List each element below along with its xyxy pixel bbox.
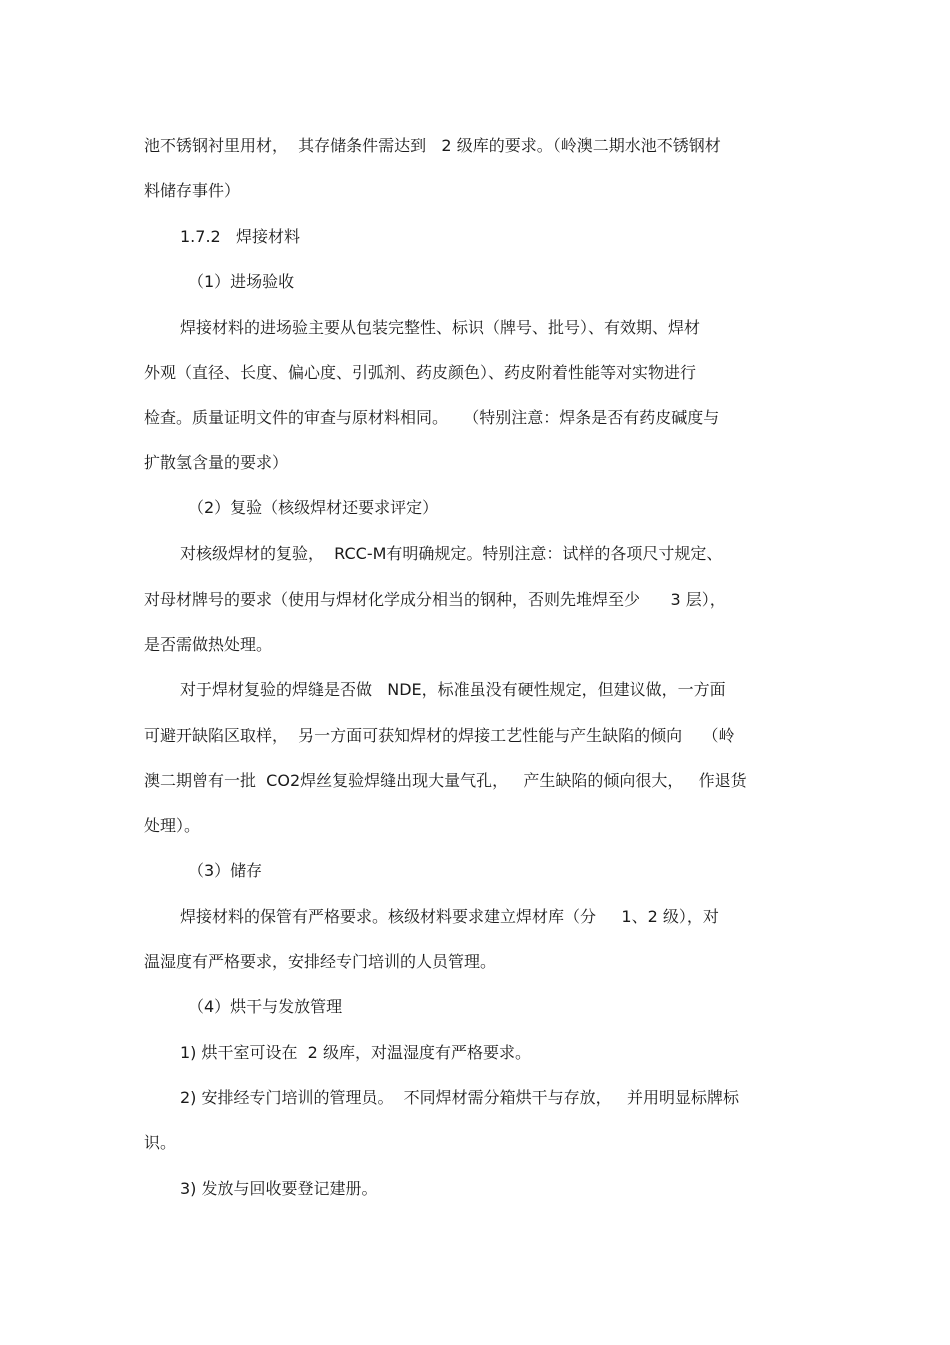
paragraph-line: 池不锈钢衬里用材， 其存储条件需达到 2 级库的要求。（岭澳二期水池不锈钢材	[144, 136, 721, 155]
paragraph-line: 对母材牌号的要求（使用与焊材化学成分相当的钢种，否则先堆焊至少 3 层），	[144, 590, 726, 609]
paragraph-line: 对于焊材复验的焊缝是否做 NDE，标准虽没有硬性规定，但建议做，一方面	[180, 680, 726, 699]
paragraph-line: 温湿度有严格要求，安排经专门培训的人员管理。	[144, 952, 497, 971]
paragraph-line: 处理）。	[144, 816, 201, 835]
paragraph-line: 对核级焊材的复验， RCC-M有明确规定。特别注意：试样的各项尺寸规定、	[180, 544, 723, 563]
list-item: 3) 发放与回收要登记建册。	[180, 1179, 378, 1198]
subsection-heading: （2）复验（核级焊材还要求评定）	[188, 498, 439, 517]
subsection-heading: （1）进场验收	[188, 272, 295, 291]
paragraph-line: 是否需做热处理。	[144, 635, 273, 654]
paragraph-line: 可避开缺陷区取样， 另一方面可获知焊材的焊接工艺性能与产生缺陷的倾向 （岭	[144, 726, 735, 745]
subsection-heading: （4）烘干与发放管理	[188, 997, 343, 1016]
list-item: 1) 烘干室可设在 2 级库，对温湿度有严格要求。	[180, 1043, 531, 1062]
list-item: 2) 安排经专门培训的管理员。 不同焊材需分箱烘干与存放， 并用明显标牌标	[180, 1088, 739, 1107]
paragraph-line: 扩散氢含量的要求）	[144, 453, 289, 472]
subsection-heading: （3）储存	[188, 861, 263, 880]
paragraph-line: 料储存事件）	[144, 181, 241, 200]
paragraph-line: 外观（直径、长度、偏心度、引弧剂、药皮颜色）、药皮附着性能等对实物进行	[144, 363, 697, 382]
paragraph-line: 澳二期曾有一批 CO2焊丝复验焊缝出现大量气孔， 产生缺陷的倾向很大， 作退货	[144, 771, 747, 790]
paragraph-line: 焊接材料的保管有严格要求。核级材料要求建立焊材库（分 1、2 级），对	[180, 907, 719, 926]
paragraph-line: 检查。质量证明文件的审查与原材料相同。 （特别注意：焊条是否有药皮碱度与	[144, 408, 720, 427]
list-item-continuation: 识。	[144, 1133, 177, 1152]
paragraph-line: 焊接材料的进场验主要从包装完整性、标识（牌号、批号）、有效期、焊材	[180, 318, 701, 337]
section-heading: 1.7.2 焊接材料	[180, 227, 300, 246]
